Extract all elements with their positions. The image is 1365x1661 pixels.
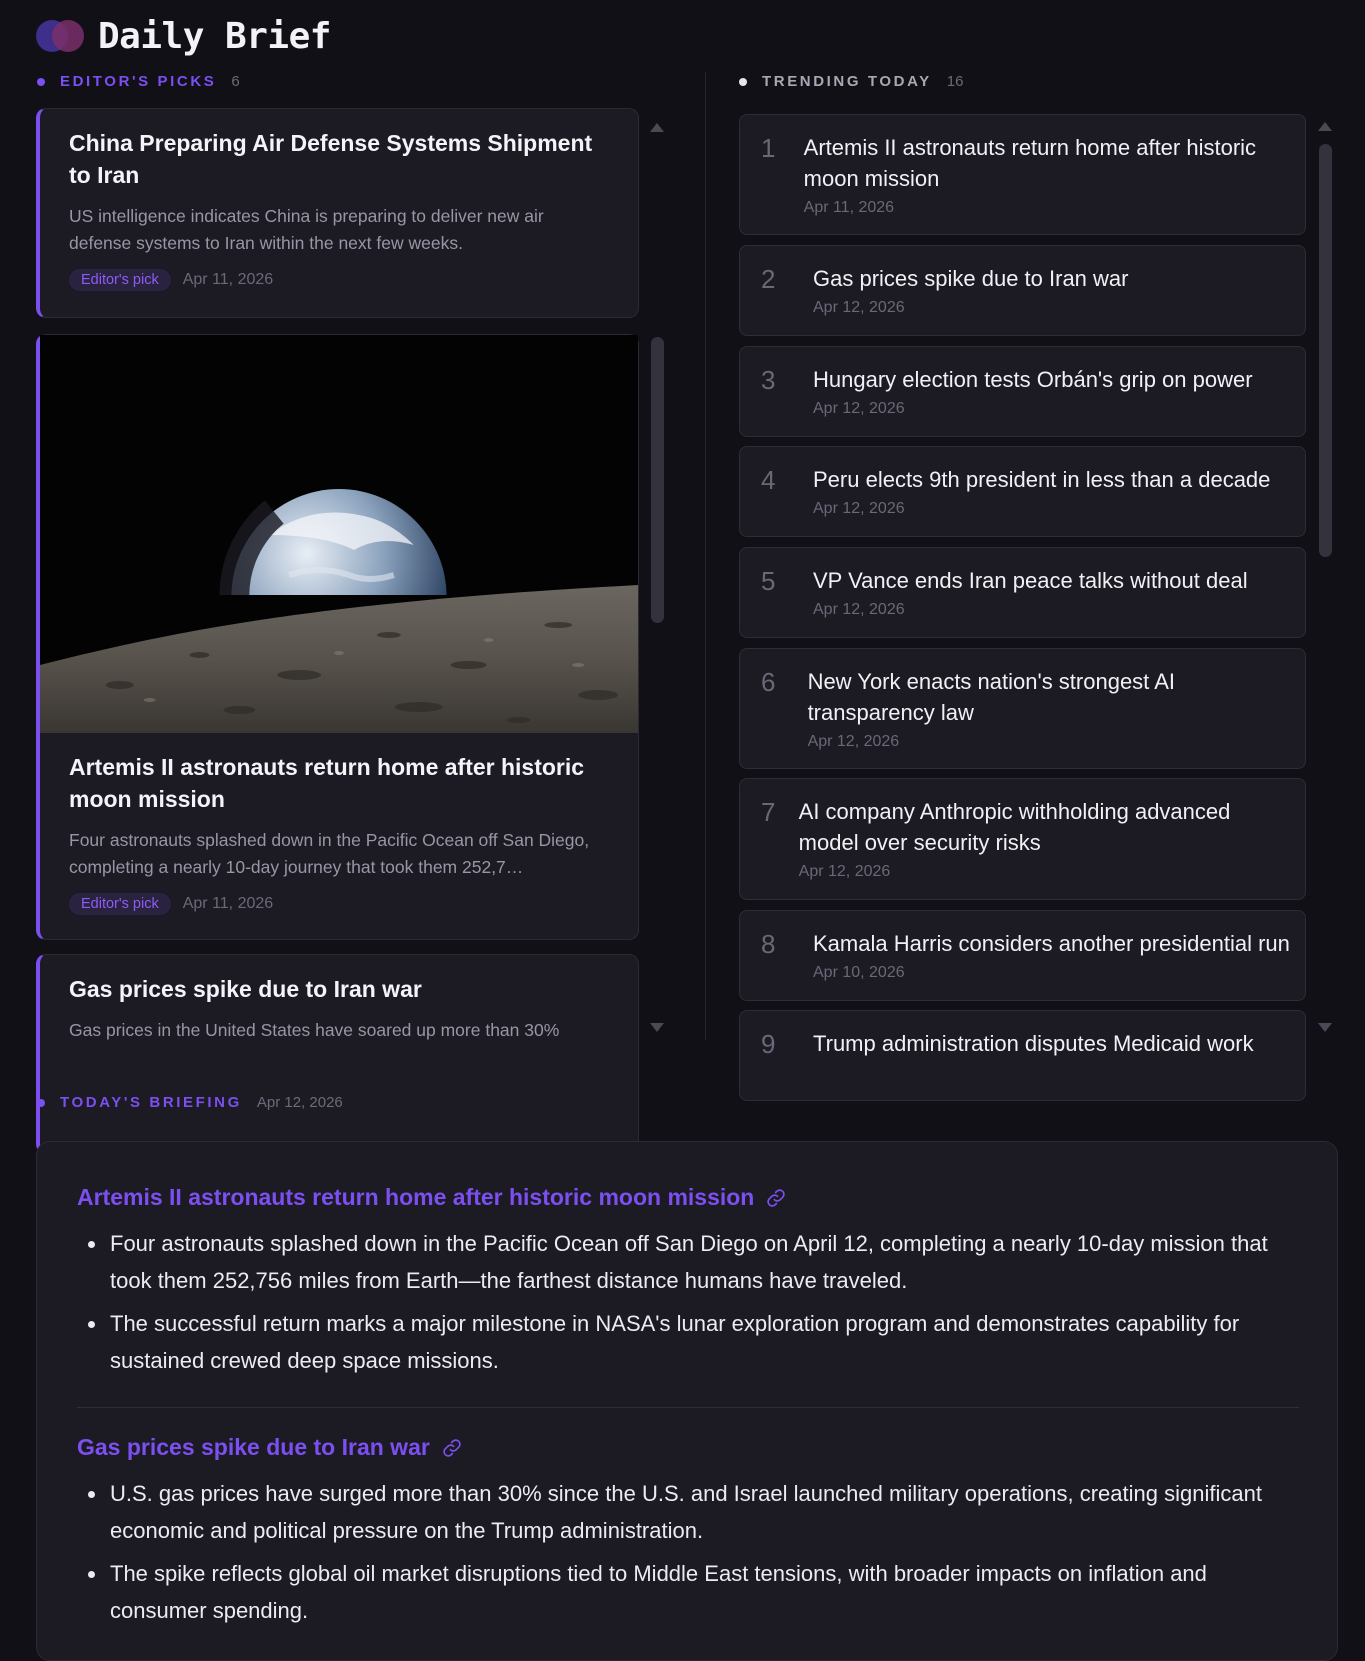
section-dot-icon [739, 78, 747, 86]
trending-item[interactable] [739, 648, 1306, 769]
trending-date: Apr 12, 2026 [813, 400, 905, 417]
pick-date: Apr 11, 2026 [182, 895, 274, 912]
trending-title[interactable]: Artemis II astronauts return home after historic moon mission [803, 135, 1257, 191]
trending-rank: 6 [761, 667, 776, 697]
briefing-story [77, 1184, 1299, 1385]
pick-card[interactable] [36, 334, 639, 940]
link-icon[interactable] [442, 1438, 462, 1458]
pick-card[interactable] [36, 954, 639, 1154]
app-header [36, 14, 331, 58]
trending-item[interactable] [739, 245, 1306, 336]
trending-date: Apr 12, 2026 [798, 863, 891, 880]
pick-date: Apr 11, 2026 [182, 271, 274, 288]
briefing-story-title-text[interactable]: Gas prices spike due to Iran war [77, 1434, 430, 1460]
briefing-story-title-text[interactable]: Artemis II astronauts return home after historic moon mission [77, 1184, 755, 1210]
trending-rank: 5 [761, 566, 776, 596]
briefing-bullet: The spike reflects global oil market disruptions tied to Middle East tensions, with broader impacts on inflation and consumer spending. [77, 1555, 1299, 1629]
scroll-down-arrow-icon[interactable] [1318, 1023, 1332, 1032]
briefing-heading [37, 1094, 343, 1111]
briefing-panel [36, 1141, 1338, 1661]
trending-item[interactable] [739, 114, 1306, 235]
trending-title[interactable]: VP Vance ends Iran peace talks without deal [813, 568, 1248, 593]
trending-list[interactable] [739, 114, 1307, 1059]
editors-picks-heading [37, 73, 240, 90]
trending-rank: 3 [761, 365, 776, 395]
trending-rank: 4 [761, 465, 776, 495]
editors-pick-badge: Editor's pick [69, 269, 171, 291]
trending-count: 16 [946, 73, 964, 90]
trending-item[interactable] [739, 778, 1306, 900]
briefing-story-title[interactable] [77, 1184, 1299, 1211]
briefing-story [77, 1434, 1299, 1635]
trending-item[interactable] [739, 446, 1306, 537]
briefing-bullets [77, 1475, 1299, 1629]
trending-date: Apr 10, 2026 [813, 964, 905, 981]
trending-scrollbar-thumb[interactable] [1319, 144, 1332, 557]
pick-title[interactable]: China Preparing Air Defense Systems Shipment to Iran [69, 130, 593, 188]
briefing-label: TODAY'S BRIEFING [60, 1094, 242, 1111]
pick-card[interactable] [36, 108, 639, 318]
trending-title[interactable]: Gas prices spike due to Iran war [813, 266, 1129, 291]
scroll-down-arrow-icon[interactable] [650, 1023, 664, 1032]
pick-title[interactable]: Artemis II astronauts return home after historic moon mission [69, 754, 585, 812]
section-dot-icon [37, 1099, 45, 1107]
trending-title[interactable]: Peru elects 9th president in less than a decade [813, 467, 1271, 492]
briefing-bullets [77, 1225, 1299, 1379]
trending-title[interactable]: Trump administration disputes Medicaid work [813, 1031, 1254, 1056]
trending-date: Apr 12, 2026 [813, 601, 905, 618]
pick-title[interactable]: Gas prices spike due to Iran war [69, 976, 422, 1002]
trending-rank: 1 [761, 133, 776, 163]
trending-date: Apr 12, 2026 [813, 299, 905, 316]
section-dot-icon [37, 78, 45, 86]
column-divider [705, 72, 706, 1040]
scroll-up-arrow-icon[interactable] [650, 123, 664, 132]
pick-summary: US intelligence indicates China is preparing to deliver new air defense systems to Iran within the next few weeks. [69, 206, 544, 253]
trending-title[interactable]: Kamala Harris considers another presidential run [813, 931, 1290, 956]
trending-heading [739, 73, 963, 90]
trending-title[interactable]: AI company Anthropic withholding advanced model over security risks [798, 799, 1231, 855]
briefing-story-title[interactable] [77, 1434, 1299, 1461]
trending-date: Apr 11, 2026 [803, 199, 895, 216]
editors-picks-label: EDITOR'S PICKS [60, 73, 217, 90]
pick-summary: Gas prices in the United States have soared up more than 30% [69, 1020, 560, 1040]
editors-picks-list[interactable] [36, 114, 640, 1040]
trending-label: TRENDING TODAY [762, 73, 932, 90]
trending-rank: 2 [761, 264, 776, 294]
trending-date: Apr 12, 2026 [807, 733, 900, 750]
scroll-up-arrow-icon[interactable] [1318, 122, 1332, 131]
pick-summary: Four astronauts splashed down in the Pacific Ocean off San Diego, completing a nearly 10-day journey that took them 252,7… [69, 830, 590, 877]
link-icon[interactable] [766, 1188, 786, 1208]
trending-item[interactable] [739, 346, 1306, 437]
trending-item[interactable] [739, 547, 1306, 638]
editors-picks-count: 6 [231, 73, 240, 90]
trending-title[interactable]: Hungary election tests Orbán's grip on power [813, 367, 1253, 392]
briefing-bullet: U.S. gas prices have surged more than 30% since the U.S. and Israel launched military operations, creating significant economic and political pressure on the Trump administration. [77, 1475, 1299, 1549]
briefing-bullet: The successful return marks a major milestone in NASA's lunar exploration program and demonstrates capability for sustained crewed deep space missions. [77, 1305, 1299, 1379]
briefing-bullet: Four astronauts splashed down in the Pacific Ocean off San Diego on April 12, completing a nearly 10-day mission that took them 252,756 miles from Earth—the farthest distance humans have traveled. [77, 1225, 1299, 1299]
trending-rank: 9 [761, 1029, 776, 1059]
briefing-divider [77, 1407, 1299, 1408]
picks-scrollbar-thumb[interactable] [651, 337, 664, 623]
logo-icon [36, 18, 84, 54]
trending-title[interactable]: New York enacts nation's strongest AI transparency law [807, 669, 1175, 725]
app-title: Daily Brief [98, 15, 331, 57]
editors-pick-badge: Editor's pick [69, 893, 171, 915]
trending-item[interactable] [739, 1010, 1306, 1101]
trending-item[interactable] [739, 910, 1306, 1001]
trending-rank: 7 [761, 797, 776, 827]
trending-date: Apr 12, 2026 [813, 500, 905, 517]
earthrise-image [40, 335, 638, 733]
trending-rank: 8 [761, 929, 776, 959]
briefing-date: Apr 12, 2026 [256, 1094, 343, 1111]
